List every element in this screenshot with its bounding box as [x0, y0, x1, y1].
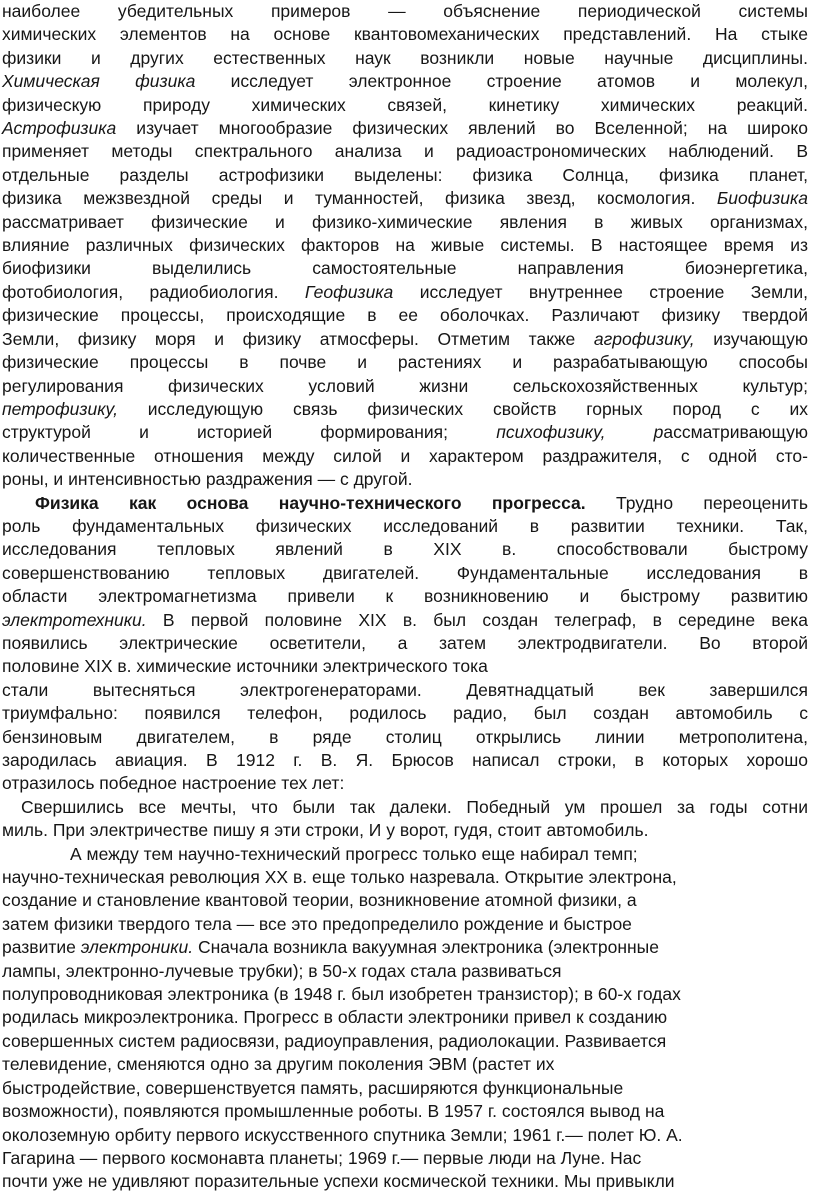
text-segment: стали вытесняться электрогенераторами. Девятнадцатый век завершился [2, 679, 808, 700]
text-segment: исследования тепловых явлений в XIX в. способствовали быстрому [2, 539, 808, 560]
text-line [2, 94, 808, 117]
text-segment: Сначала возникла вакуумная электроника (электронные [193, 937, 659, 958]
text-segment: фотобиология, радиобиология. [2, 281, 305, 302]
text-segment: создание и становление квантовой теории, возникновение атомной физики, а [2, 890, 637, 911]
text-segment: регулирования физических условий жизни сельскохозяйственных культур; [2, 375, 808, 396]
text-line [2, 702, 808, 725]
text-segment: телевидение, сменяются одно за другим поколения ЭВМ (растет их [2, 1054, 555, 1075]
text-segment: почти уже не удивляют поразительные успехи космической техники. Мы привыкли [2, 1171, 675, 1192]
text-segment: Астрофизика [2, 118, 117, 139]
text-segment: исследующую связь физических свойств горных пород с их [117, 398, 808, 419]
text-segment: физическую природу химических связей, кинетику химических реакций. [2, 94, 808, 115]
text-segment: бензиновым двигателем, в ряде столиц открылись линии метрополитена, [2, 726, 808, 747]
text-line [2, 351, 808, 374]
text-segment: области электромагнетизма привели к возникновению и быстрому развитию [2, 586, 808, 607]
text-segment: зародилась авиация. В 1912 г. В. Я. Брюсов написал строки, в которых хорошо [2, 750, 808, 770]
text-line [2, 866, 808, 889]
text-segment: половине XIX в. химические источники электрического тока [2, 656, 488, 677]
text-line [2, 1053, 808, 1076]
text-line [2, 117, 808, 140]
text-line [2, 421, 808, 444]
text-segment: околоземную орбиту первого искусственного спутника Земли; 1961 г.— полет Ю. А. [2, 1124, 683, 1145]
text-line [2, 445, 808, 468]
text-line [2, 585, 808, 608]
text-line [2, 211, 808, 234]
text-line [2, 819, 808, 842]
text-line [2, 960, 808, 983]
text-segment: исследует внутреннее строение Земли, [393, 281, 808, 302]
text-segment: развитие [2, 937, 81, 958]
text-line [2, 679, 808, 702]
text-segment: петрофизику, [2, 398, 118, 419]
text-line [2, 538, 808, 561]
text-segment: Земли, физику моря и физику атмосферы. Отметим также [2, 328, 594, 349]
text-line [2, 140, 808, 163]
text-line [2, 983, 808, 1006]
text-segment: электротехники. [2, 609, 147, 630]
text-line [2, 468, 808, 491]
text-line [2, 749, 808, 772]
text-segment: физики и других естественных наук возникли новые научные дисциплины. [2, 47, 808, 68]
text-segment: быстродействие, совершенствуется память, расширяются функциональные [2, 1077, 624, 1098]
text-line [2, 1006, 808, 1029]
text-segment: затем физики твердого тела — все это предопределило рождение и быстрое [2, 913, 632, 934]
text-line [2, 1147, 808, 1170]
text-segment: совершенствованию тепловых двигателей. Фундаментальные исследования в [2, 562, 808, 583]
text-line [2, 913, 808, 936]
text-segment: В первой половине XIX в. был создан телеграф, в середине века [146, 609, 808, 630]
text-segment: роны, и интенсивностью раздражения — с другой. [2, 469, 413, 490]
text-line [2, 726, 808, 749]
text-segment: физические процессы в почве и растениях и разрабатывающую способы [2, 352, 808, 373]
text-line [2, 515, 808, 538]
text-segment: химических элементов на основе квантовомеханических представлений. На стыке [2, 24, 808, 45]
text-line [2, 1077, 808, 1100]
text-line [2, 843, 808, 866]
text-line [2, 187, 808, 210]
text-segment: наиболее убедительных примеров — объяснение периодической системы [2, 1, 808, 21]
text-line [2, 492, 808, 515]
text-segment: появились электрические осветители, а затем электродвигатели. Во второй [2, 632, 808, 653]
document-text [2, 0, 808, 1194]
text-segment: биофизики выделились самостоятельные направления биоэнергетика, [2, 258, 808, 279]
text-line [2, 1100, 808, 1123]
text-segment: миль. При электричестве пишу я эти строки, И у ворот, гудя, стоит автомобиль. [2, 820, 649, 841]
text-line [2, 23, 808, 46]
text-segment: Свершились все мечты, что были так далеки. Победный ум прошел за годы сотни [21, 796, 808, 817]
text-line [2, 398, 808, 421]
text-line [2, 609, 808, 632]
text-segment: количественные отношения между силой и характером раздражителя, с одной сто- [2, 445, 808, 466]
text-segment: физика межзвездной среды и туманностей, физика звезд, космология. [2, 188, 717, 209]
text-segment: физические процессы, происходящие в ее оболочках. Различают физику твердой [2, 305, 808, 326]
text-line [2, 47, 808, 70]
text-segment: Геофизика [304, 281, 394, 302]
text-segment: исследует электронное строение атомов и молекул, [195, 71, 808, 92]
text-segment: полупроводниковая электроника (в 1948 г. был изобретен транзистор); в 60-х годах [2, 984, 681, 1005]
text-line [2, 0, 808, 23]
text-line [2, 1170, 808, 1193]
text-segment: роль фундаментальных физических исследований в развитии техники. Так, [2, 515, 808, 536]
text-segment: научно-техническая революция XX в. еще только назревала. Открытие электрона, [2, 867, 677, 888]
text-line [2, 281, 808, 304]
text-line [2, 328, 808, 351]
text-line [2, 562, 808, 585]
text-line [2, 304, 808, 327]
text-segment: совершенных систем радиосвязи, радиоуправления, радиолокации. Развивается [2, 1030, 667, 1051]
text-segment: изучает многообразие физических явлений во Вселенной; на широко [116, 118, 808, 139]
text-line [2, 375, 808, 398]
text-segment: А между тем научно-технический прогресс только еще набирал темп; [70, 843, 638, 864]
text-segment: Трудно переоценить [585, 492, 808, 513]
text-segment: родилась микроэлектроника. Прогресс в области электроники привел к созданию [2, 1007, 668, 1028]
text-segment: применяет методы спектрального анализа и радиоастрономических наблюдений. В [2, 141, 808, 162]
text-line [2, 632, 808, 655]
text-segment: ассматривающую [663, 422, 808, 443]
text-segment: изучающую [694, 328, 808, 349]
text-segment: возможности), появляются промышленные роботы. В 1957 г. состоялся вывод на [2, 1101, 665, 1122]
text-line [2, 257, 808, 280]
text-line [2, 164, 808, 187]
text-segment: Физика как основа научно-технического прогресса. [35, 492, 586, 513]
text-segment: отразилось победное настроение тех лет: [2, 773, 345, 794]
text-segment: рассматривает физические и физико-химические явления в живых организмах, [2, 211, 808, 232]
text-line [2, 772, 808, 795]
text-segment: триумфально: появился телефон, родилось радио, был создан автомобиль с [2, 703, 808, 724]
text-segment: Биофизика [716, 188, 808, 209]
text-segment: отдельные разделы астрофизики выделены: физика Солнца, физика планет, [2, 164, 808, 185]
text-line [2, 1124, 808, 1147]
text-segment: психофизику, р [496, 422, 664, 443]
text-segment: агрофизику, [593, 328, 695, 349]
text-segment: влияние различных физических факторов на живые системы. В настоящее время из [2, 235, 808, 256]
text-line [2, 234, 808, 257]
text-line [2, 796, 808, 819]
text-segment: Гагарина — первого космонавта планеты; 1969 г.— первые люди на Луне. Нас [2, 1147, 642, 1168]
text-segment: лампы, электронно-лучевые трубки); в 50-х годах стала развиваться [2, 960, 562, 981]
text-line [2, 1030, 808, 1053]
text-segment: структурой и историей формирования; [2, 422, 497, 443]
text-line [2, 889, 808, 912]
text-segment: Химическая физика [2, 71, 196, 92]
text-line [2, 70, 808, 93]
text-line [2, 655, 808, 678]
text-segment: электроники. [80, 937, 194, 958]
text-line [2, 936, 808, 959]
